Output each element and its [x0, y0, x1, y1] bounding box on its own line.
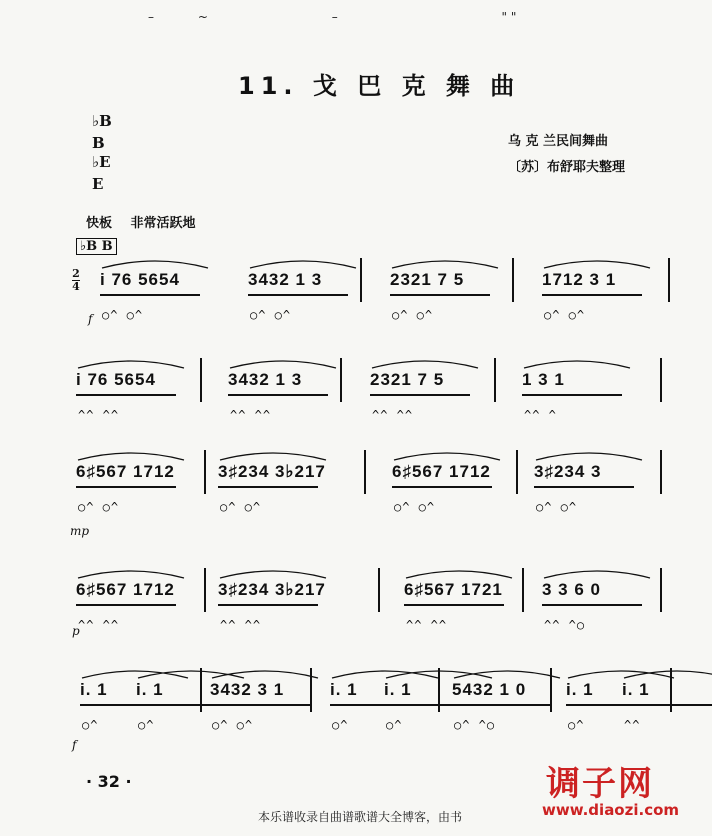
barline — [310, 668, 312, 712]
measure-notes: i. 1 — [136, 680, 164, 699]
measure-notes: 3432 1 3 — [248, 270, 323, 289]
attribution-origin: 乌 克 兰民间舞曲 — [508, 134, 609, 149]
barline — [660, 358, 662, 402]
measure-notes: 3♯234 3♭217 — [218, 462, 326, 481]
measure-notes: i. 1 — [80, 680, 108, 699]
barline — [204, 568, 206, 612]
site-logo: 调子网 — [546, 764, 654, 804]
barline — [670, 668, 672, 712]
site-url: www.diaozi.com — [542, 801, 680, 819]
beam-underline — [522, 394, 622, 396]
barline — [550, 668, 552, 712]
barline — [512, 258, 514, 302]
measure-articulation: ^^ ^^ — [406, 618, 448, 632]
measure-articulation: ^^ ^^ — [372, 408, 414, 422]
measure-articulation: ○^ — [568, 718, 585, 732]
measure-notes: 2321 7 5 — [390, 270, 465, 289]
slur-mark — [542, 566, 652, 580]
measure-notes: 6♯567 1712 — [76, 462, 175, 481]
barline — [360, 258, 362, 302]
measure-articulation: ^^ ^○ — [544, 618, 586, 632]
barline — [438, 668, 440, 712]
beam-underline — [370, 394, 470, 396]
barline — [364, 450, 366, 494]
measure-notes: i 76 5654 — [100, 270, 180, 289]
tempo-marking — [86, 212, 210, 231]
top-mark: – — [331, 10, 338, 24]
slur-mark — [542, 256, 652, 270]
slur-mark — [218, 448, 328, 462]
slur-mark — [452, 666, 562, 680]
dynamic-marking: p — [72, 624, 80, 638]
measure-notes: 6♯567 1721 — [404, 580, 503, 599]
beam-underline — [534, 486, 634, 488]
dynamic-marking: f — [88, 312, 93, 326]
measure-notes: 3432 1 3 — [228, 370, 303, 389]
barline — [200, 358, 202, 402]
measure-notes: 6♯567 1712 — [76, 580, 175, 599]
barline — [516, 450, 518, 494]
dynamic-marking: mp — [70, 524, 90, 538]
measure-articulation: ○^ ○^ — [392, 308, 434, 322]
measure-notes: i. 1 — [566, 680, 594, 699]
time-signature-top: 2 — [72, 267, 80, 280]
beam-underline — [100, 294, 200, 296]
barline — [200, 668, 202, 712]
measure-notes: 1712 3 1 — [542, 270, 617, 289]
footer-note: 本乐谱收录自曲谱歌谱大全博客，由书 — [258, 810, 463, 824]
slur-mark — [392, 448, 502, 462]
measure-notes: 3 3 6 0 — [542, 580, 601, 599]
barline — [660, 450, 662, 494]
slur-mark — [218, 566, 328, 580]
measure-notes: 1 3 1 — [522, 370, 565, 389]
measure-notes: i. 1 — [330, 680, 358, 699]
top-mark: " " — [501, 10, 517, 24]
expression-text: 非常活跃地 — [130, 216, 196, 231]
slur-mark — [248, 256, 358, 270]
slur-mark — [210, 666, 320, 680]
attribution-arranger: 〔苏〕布舒耶夫整理 — [508, 160, 626, 175]
measure-articulation: ^^ ^^ — [230, 408, 272, 422]
beam-underline — [218, 486, 318, 488]
measure-articulation: ○^ ○^ — [212, 718, 254, 732]
page-title: 11. 戈 巴 克 舞 曲 — [238, 72, 521, 100]
key-line: E — [92, 175, 104, 193]
measure-articulation: ○^ — [332, 718, 349, 732]
beam-underline — [390, 294, 490, 296]
measure-articulation: ○^ — [138, 718, 155, 732]
measure-articulation: ○^ ○^ — [250, 308, 292, 322]
measure-notes: i. 1 — [622, 680, 650, 699]
beam-underline — [76, 604, 176, 606]
slur-mark — [370, 356, 480, 370]
barline — [494, 358, 496, 402]
measure-notes: i 76 5654 — [76, 370, 156, 389]
measure-articulation: ○^ — [82, 718, 99, 732]
key-line: ♭B — [92, 112, 112, 130]
measure-notes: 6♯567 1712 — [392, 462, 491, 481]
measure-articulation: ○^ — [386, 718, 403, 732]
tempo-text: 快板 — [86, 216, 113, 231]
barline — [522, 568, 524, 612]
key-line: B — [92, 134, 105, 152]
barline — [204, 450, 206, 494]
measure-articulation: ○^ ○^ — [536, 500, 578, 514]
slur-mark — [622, 666, 712, 680]
measure-notes: 3♯234 3♭217 — [218, 580, 326, 599]
measure-articulation: ○^ ○^ — [78, 500, 120, 514]
slur-mark — [534, 448, 644, 462]
beam-underline — [210, 704, 310, 706]
measure-articulation: ^^ — [624, 718, 641, 732]
slur-mark — [76, 356, 186, 370]
beam-underline — [622, 704, 712, 706]
beam-underline — [76, 486, 176, 488]
beam-underline — [404, 604, 504, 606]
beam-underline — [542, 604, 642, 606]
key-line: ♭E — [92, 153, 111, 171]
slur-mark — [228, 356, 338, 370]
dynamic-marking: f — [72, 738, 77, 752]
barline — [660, 568, 662, 612]
measure-notes: 2321 7 5 — [370, 370, 445, 389]
beam-underline — [452, 704, 552, 706]
slur-mark — [390, 256, 500, 270]
barline — [668, 258, 670, 302]
measure-articulation: ^^ ^^ — [78, 408, 120, 422]
beam-underline — [248, 294, 348, 296]
measure-articulation: ^^ ^^ — [220, 618, 262, 632]
time-signature-bottom: 4 — [72, 280, 80, 293]
beam-underline — [542, 294, 642, 296]
page-number: · 32 · — [86, 772, 132, 791]
measure-articulation: ○^ ○^ — [220, 500, 262, 514]
top-marks — [148, 10, 516, 24]
top-mark: ~ — [197, 10, 208, 24]
top-mark: – — [148, 10, 154, 24]
slur-mark — [76, 566, 186, 580]
measure-notes: 3♯234 3 — [534, 462, 602, 481]
slur-mark — [76, 448, 186, 462]
measure-articulation: ○^ ^○ — [454, 718, 496, 732]
measure-articulation: ○^ ○^ — [544, 308, 586, 322]
beam-underline — [392, 486, 492, 488]
beam-underline — [218, 604, 318, 606]
measure-articulation: ○^ ○^ — [394, 500, 436, 514]
measure-articulation: ^^ ^^ — [78, 618, 120, 632]
measure-notes: 5432 1 0 — [452, 680, 527, 699]
time-signature — [72, 268, 80, 292]
measure-articulation: ^^ ^ — [524, 408, 557, 422]
measure-notes: i. 1 — [384, 680, 412, 699]
slur-mark — [100, 256, 210, 270]
measure-notes: 3432 3 1 — [210, 680, 285, 699]
beam-underline — [228, 394, 328, 396]
slur-mark — [404, 566, 514, 580]
barline — [378, 568, 380, 612]
measure-articulation: ○^ ○^ — [102, 308, 144, 322]
slur-mark — [522, 356, 632, 370]
key-box: ♭B B — [76, 238, 117, 255]
barline — [340, 358, 342, 402]
beam-underline — [76, 394, 176, 396]
